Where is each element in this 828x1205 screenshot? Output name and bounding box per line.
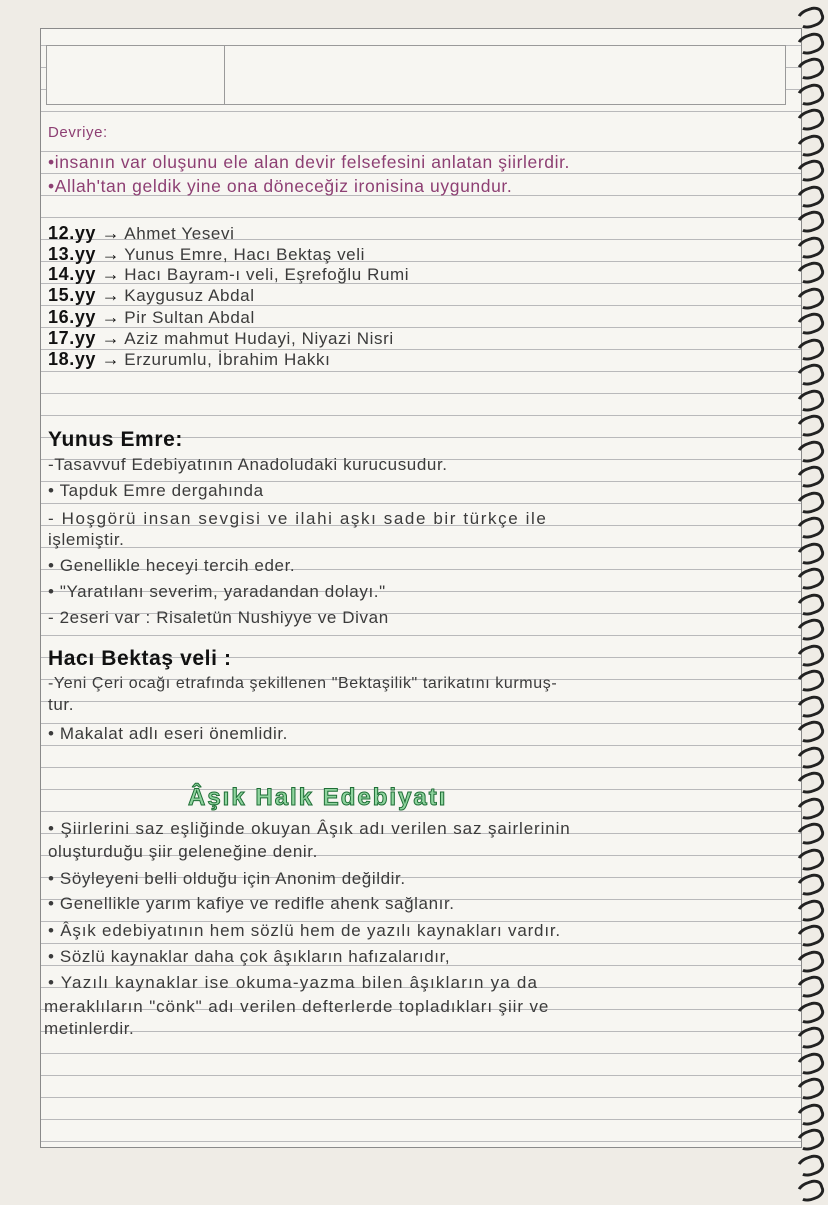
asik-line: • Sözlü kaynaklar daha çok âşıkların hafızalarıdır,: [48, 947, 451, 966]
asik-line: • Şiirlerini saz eşliğinde okuyan Âşık adı verilen saz şairlerinin: [48, 819, 571, 838]
spiral-coil: [793, 743, 826, 771]
century-label: 16.yy →: [48, 307, 121, 327]
spiral-coil: [793, 182, 826, 210]
spiral-coil: [793, 1049, 826, 1077]
asik-title: Âşık Halk Edebiyatı: [188, 784, 448, 811]
century-row: [48, 244, 365, 265]
spiral-coil: [793, 310, 826, 338]
spiral-coil: [793, 565, 826, 593]
spiral-coil: [793, 1151, 826, 1179]
spiral-coil: [793, 667, 826, 695]
yunus-line: - Hoşgörü insan sevgisi ve ilahi aşkı sade bir türkçe ile: [48, 509, 548, 528]
spiral-coil: [793, 157, 826, 185]
spiral-coil: [793, 616, 826, 644]
spiral-coil: [793, 922, 826, 950]
asik-line: • Söyleyeni belli olduğu için Anonim değildir.: [48, 869, 406, 888]
century-row: [48, 285, 255, 306]
asik-line: • Âşık edebiyatının hem sözlü hem de yazılı kaynakları vardır.: [48, 921, 561, 940]
spiral-coil: [793, 539, 826, 567]
spiral-binding: [798, 0, 828, 1205]
yunus-title: Yunus Emre:: [48, 428, 183, 451]
haci-line: tur.: [48, 695, 75, 714]
spiral-coil: [793, 794, 826, 822]
spiral-coil: [793, 692, 826, 720]
yunus-line: • "Yaratılanı severim, yaradandan dolayı.": [48, 582, 386, 601]
spiral-coil: [793, 488, 826, 516]
century-row: [48, 349, 330, 370]
spiral-coil: [793, 55, 826, 83]
asik-line: • Genellikle yarım kafiye ve redifle ahenk sağlanır.: [48, 894, 455, 913]
spiral-coil: [793, 233, 826, 261]
spiral-coil: [793, 1126, 826, 1154]
header-divider: [224, 46, 225, 104]
spiral-coil: [793, 131, 826, 159]
asik-line: meraklıların "cönk" adı verilen defterlerde topladıkları şiir ve: [44, 997, 550, 1016]
spiral-coil: [793, 514, 826, 542]
spiral-coil: [793, 361, 826, 389]
century-poets: Kaygusuz Abdal: [124, 286, 255, 305]
spiral-coil: [793, 718, 826, 746]
spiral-coil: [793, 947, 826, 975]
haci-title: Hacı Bektaş veli :: [48, 647, 232, 670]
spiral-coil: [793, 80, 826, 108]
spiral-coil: [793, 335, 826, 363]
spiral-coil: [793, 1100, 826, 1128]
century-label: 18.yy →: [48, 349, 121, 369]
spiral-coil: [793, 463, 826, 491]
spiral-coil: [793, 29, 826, 57]
spiral-coil: [793, 412, 826, 440]
spiral-coil: [793, 106, 826, 134]
spiral-coil: [793, 284, 826, 312]
century-label: 17.yy →: [48, 328, 121, 348]
spiral-coil: [793, 437, 826, 465]
spiral-coil: [793, 769, 826, 797]
spiral-coil: [793, 845, 826, 873]
spiral-coil: [793, 998, 826, 1026]
spiral-coil: [793, 641, 826, 669]
devriye-line: •Allah'tan geldik yine ona döneceğiz ironisina uygundur.: [48, 176, 513, 196]
spiral-coil: [793, 590, 826, 618]
yunus-line: • Tapduk Emre dergahında: [48, 481, 264, 500]
century-row: [48, 328, 394, 349]
spiral-coil: [793, 820, 826, 848]
spiral-coil: [793, 4, 826, 32]
asik-line: oluşturduğu şiir geleneğine denir.: [48, 842, 318, 861]
century-poets: Hacı Bayram-ı veli, Eşrefoğlu Rumi: [124, 265, 410, 284]
century-label: 12.yy →: [48, 223, 121, 243]
spiral-coil: [793, 871, 826, 899]
century-label: 15.yy →: [48, 285, 121, 305]
yunus-line: • Genellikle heceyi tercih eder.: [48, 556, 296, 575]
century-poets: Ahmet Yesevi: [124, 224, 235, 243]
century-row: [48, 264, 409, 285]
century-poets: Pir Sultan Abdal: [124, 308, 255, 327]
yunus-line: -Tasavvuf Edebiyatının Anadoludaki kurucusudur.: [48, 455, 448, 474]
century-poets: Erzurumlu, İbrahim Hakkı: [124, 350, 331, 369]
devriye-title: Devriye:: [48, 124, 108, 141]
header-box: [46, 45, 786, 105]
century-row: [48, 223, 234, 244]
spiral-coil: [793, 208, 826, 236]
century-poets: Aziz mahmut Hudayi, Niyazi Nisri: [124, 329, 394, 348]
spiral-coil: [793, 973, 826, 1001]
yunus-line: - 2eseri var : Risaletün Nushiyye ve Divan: [48, 608, 389, 627]
spiral-coil: [793, 896, 826, 924]
spiral-coil: [793, 1177, 826, 1205]
yunus-line: işlemiştir.: [48, 530, 125, 549]
spiral-coil: [793, 1024, 826, 1052]
spiral-coil: [793, 1075, 826, 1103]
haci-line: -Yeni Çeri ocağı etrafında şekillenen "Bektaşilik" tarikatını kurmuş-: [48, 675, 558, 692]
century-label: 13.yy →: [48, 244, 121, 264]
asik-line: metinlerdir.: [44, 1019, 135, 1038]
century-label: 14.yy →: [48, 264, 121, 284]
asik-line: • Yazılı kaynaklar ise okuma-yazma bilen âşıkların ya da: [48, 973, 539, 992]
spiral-coil: [793, 259, 826, 287]
spiral-coil: [793, 386, 826, 414]
devriye-line: •insanın var oluşunu ele alan devir felsefesini anlatan şiirlerdir.: [48, 152, 571, 172]
century-row: [48, 307, 255, 328]
haci-line: • Makalat adlı eseri önemlidir.: [48, 724, 288, 743]
century-poets: Yunus Emre, Hacı Bektaş veli: [124, 245, 365, 264]
